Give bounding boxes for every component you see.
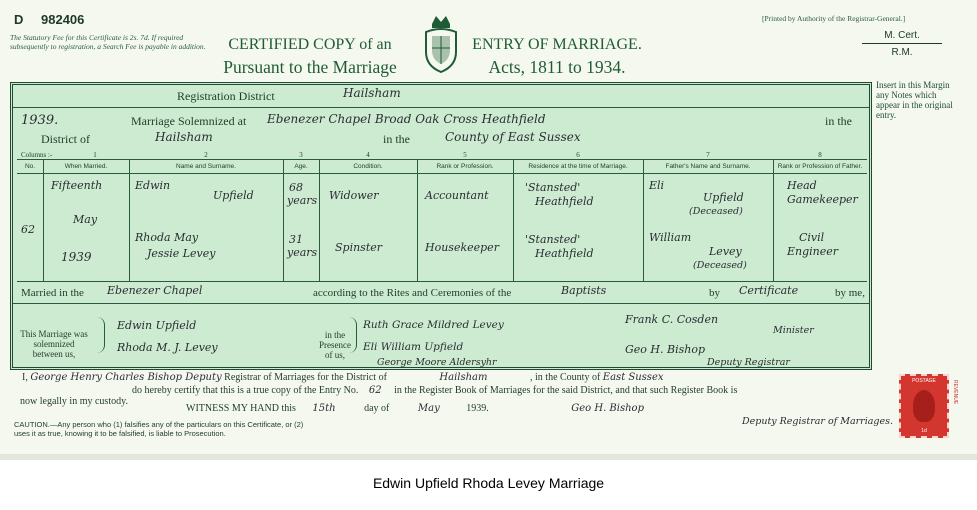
- when-married-month: May: [73, 213, 98, 226]
- table-rule: [643, 159, 644, 281]
- register-text: in the Register Book of Marriages for the said District, and that such Register Book is: [394, 385, 738, 396]
- marriage-method: Certificate: [739, 284, 799, 297]
- paper-edge: [0, 454, 977, 460]
- registrar-text: Registrar of Marriages for the District of: [224, 372, 387, 383]
- header-age: Age.: [294, 163, 308, 170]
- certification-county: East Sussex: [602, 372, 664, 383]
- royal-crest-icon: [416, 14, 466, 76]
- header-profession: Rank or Profession.: [436, 163, 494, 170]
- when-married-year: 1939: [61, 250, 92, 264]
- entry-number: 62: [21, 223, 35, 236]
- header-father-name: Father's Name and Surname.: [665, 163, 751, 170]
- register-table: [17, 151, 867, 281]
- bride-residence-1: 'Stansted': [525, 233, 581, 246]
- form-code: [862, 30, 942, 58]
- header-name: Name and Surname.: [176, 163, 236, 170]
- witness-month: May: [417, 403, 440, 414]
- solemnized-value: Ebenezer Chapel Broad Oak Cross Heathfield: [267, 112, 546, 126]
- divider: [13, 107, 869, 108]
- county-value: County of East Sussex: [445, 130, 581, 144]
- col-number: 8: [818, 151, 822, 159]
- married-place: Ebenezer Chapel: [107, 284, 203, 297]
- table-rule: [17, 159, 867, 160]
- divider: [13, 303, 869, 304]
- witness-day: 15th: [312, 403, 336, 414]
- rites-label: according to the Rites and Ceremonies of the: [313, 287, 512, 299]
- header-father-rank: Rank or Profession of Father.: [777, 163, 863, 170]
- district-of-label: District of: [41, 132, 90, 146]
- serial-prefix: D: [14, 12, 24, 27]
- header-residence: Residence at the time of Marriage.: [528, 163, 628, 170]
- table-rule: [319, 159, 320, 281]
- i-label: I,: [22, 372, 28, 383]
- certification-line-1: [22, 372, 664, 383]
- entry-frame: [10, 82, 872, 370]
- when-married-day: Fifteenth: [51, 179, 103, 192]
- in-the-label: in the: [825, 114, 852, 128]
- bride-condition: Spinster: [335, 241, 383, 254]
- bride-father-1: William: [649, 231, 692, 244]
- col-number: 7: [706, 151, 710, 159]
- printed-by-note: [Printed by Authority of the Registrar-General.]: [762, 14, 906, 23]
- col-number: 5: [463, 151, 467, 159]
- groom-residence-2: Heathfield: [535, 195, 594, 208]
- by-label: by: [709, 287, 720, 299]
- registrar-name: George Henry Charles Bishop Deputy: [30, 372, 222, 383]
- table-rule: [17, 173, 867, 174]
- stamp-side-text: REVENUE: [952, 380, 958, 405]
- married-in-label: Married in the: [21, 287, 84, 299]
- registration-district-value: Hailsham: [343, 86, 401, 100]
- table-rule: [513, 159, 514, 281]
- bride-father-2: Levey: [709, 245, 742, 258]
- bride-father-rank-1: Civil: [799, 231, 825, 244]
- title-right-line-2: Acts, 1811 to 1934.: [488, 57, 626, 77]
- table-rule: [17, 281, 867, 282]
- district-of-value: Hailsham: [155, 130, 213, 144]
- groom-father-rank-1: Head: [787, 179, 817, 192]
- form-code-sub: R.M.: [891, 47, 913, 58]
- table-rule: [129, 159, 130, 281]
- stamp-value: 1d: [921, 428, 927, 434]
- fee-note: The Statutory Fee for this Certificate is 2s. 7d. If required subsequently to registration, a Search Fee is payable in addition.: [10, 33, 206, 51]
- header-condition: Condition.: [353, 163, 383, 170]
- col-number: 2: [204, 151, 208, 159]
- solemnized-label: Marriage Solemnized at: [131, 114, 247, 128]
- col-number: 3: [299, 151, 303, 159]
- brace: [349, 317, 357, 353]
- table-rule: [417, 159, 418, 281]
- witness-signature-2: Eli William Upfield: [363, 341, 464, 353]
- caution-note: CAUTION.—Any person who (1) falsifies any of the particulars on this Certificate, or (2) uses it as true, knowing it to be falsified, is liable to Prosecution.: [14, 420, 304, 438]
- in-presence-label: in the Presence of us,: [319, 330, 351, 360]
- groom-age: 68: [289, 181, 303, 194]
- spouse-signature-1: Edwin Upfield: [117, 319, 197, 332]
- officiant-signature: Frank C. Cosden: [625, 313, 719, 326]
- registrar-signature: Geo H. Bishop: [625, 343, 705, 356]
- title-left: [210, 33, 410, 79]
- groom-name-2: Upfield: [213, 189, 254, 202]
- header-no: No.: [24, 163, 36, 170]
- marriage-year: 1939.: [21, 113, 59, 128]
- this-marriage-label: This Marriage was solemnized between us,: [20, 329, 88, 359]
- groom-father-1: Eli: [649, 179, 665, 192]
- witness-year: 1939.: [466, 403, 489, 414]
- groom-profession: Accountant: [425, 189, 489, 202]
- margin-note: Insert in this Margin any Notes which appear in the original entry.: [876, 80, 953, 120]
- bride-profession: Housekeeper: [425, 241, 499, 254]
- bride-name-1: Rhoda May: [135, 231, 199, 244]
- form-code-main: M. Cert.: [862, 30, 942, 44]
- do-hereby-text: do hereby certify that this is a true copy of the Entry No.: [132, 385, 359, 396]
- bride-residence-2: Heathfield: [535, 247, 594, 260]
- witness-signature-1: Ruth Grace Mildred Levey: [363, 319, 504, 331]
- groom-father-3: (Deceased): [689, 206, 743, 217]
- in-county-label: , in the County of: [530, 372, 601, 383]
- groom-condition: Widower: [329, 189, 379, 202]
- groom-residence-1: 'Stansted': [525, 181, 581, 194]
- columns-label: Columns :-: [21, 151, 53, 159]
- certification-entry-no: 62: [368, 385, 382, 396]
- table-rule: [283, 159, 284, 281]
- certification-district: Hailsham: [439, 372, 488, 383]
- serial-number: 982406: [41, 12, 85, 27]
- groom-father-2: Upfield: [703, 191, 744, 204]
- image-caption: Edwin Upfield Rhoda Levey Marriage: [372, 475, 605, 491]
- col-number: 4: [366, 151, 370, 159]
- by-me-label: by me,: [835, 287, 865, 299]
- registrar-role: Deputy Registrar: [707, 357, 790, 368]
- bride-name-2: Jessie Levey: [147, 247, 216, 260]
- bride-father-3: (Deceased): [693, 260, 747, 271]
- brace: [97, 317, 105, 353]
- title-right-line-1: ENTRY OF MARRIAGE.: [472, 36, 642, 53]
- table-rule: [773, 159, 774, 281]
- witness-line: [186, 403, 644, 414]
- registration-district-label: Registration District: [177, 89, 275, 103]
- groom-name-1: Edwin: [135, 179, 171, 192]
- table-rule: [43, 159, 44, 281]
- denomination: Baptists: [561, 284, 607, 297]
- col-number: 6: [576, 151, 580, 159]
- spouse-signature-2: Rhoda M. J. Levey: [117, 341, 218, 354]
- groom-age-unit: years: [287, 194, 318, 207]
- groom-father-rank-2: Gamekeeper: [787, 193, 858, 206]
- witness-signature-3: George Moore Aldersyhr: [377, 357, 497, 368]
- custody-text: now legally in my custody.: [20, 396, 128, 407]
- col-number: 1: [93, 151, 97, 159]
- bride-age-unit: years: [287, 246, 318, 259]
- witness-label: WITNESS MY HAND this: [186, 403, 296, 414]
- header-when-married: When Married.: [64, 163, 108, 170]
- officiant-role: Minister: [773, 325, 814, 336]
- title-right: [472, 33, 642, 79]
- title-left-line-2: Pursuant to the Marriage: [223, 57, 397, 77]
- bride-age: 31: [289, 233, 303, 246]
- king-portrait-icon: [913, 390, 935, 422]
- certificate-serial: [14, 12, 84, 27]
- title-left-line-1: CERTIFIED COPY of an: [228, 36, 392, 53]
- day-of-label: day of: [364, 403, 390, 414]
- deputy-registrar-label: Deputy Registrar of Marriages.: [742, 416, 894, 427]
- stamp-top-text: POSTAGE: [912, 378, 936, 384]
- bride-father-rank-2: Engineer: [787, 245, 839, 258]
- in-the-label-2: in the: [383, 132, 410, 146]
- certification-signature: Geo H. Bishop: [571, 403, 644, 414]
- postage-stamp: [899, 374, 949, 438]
